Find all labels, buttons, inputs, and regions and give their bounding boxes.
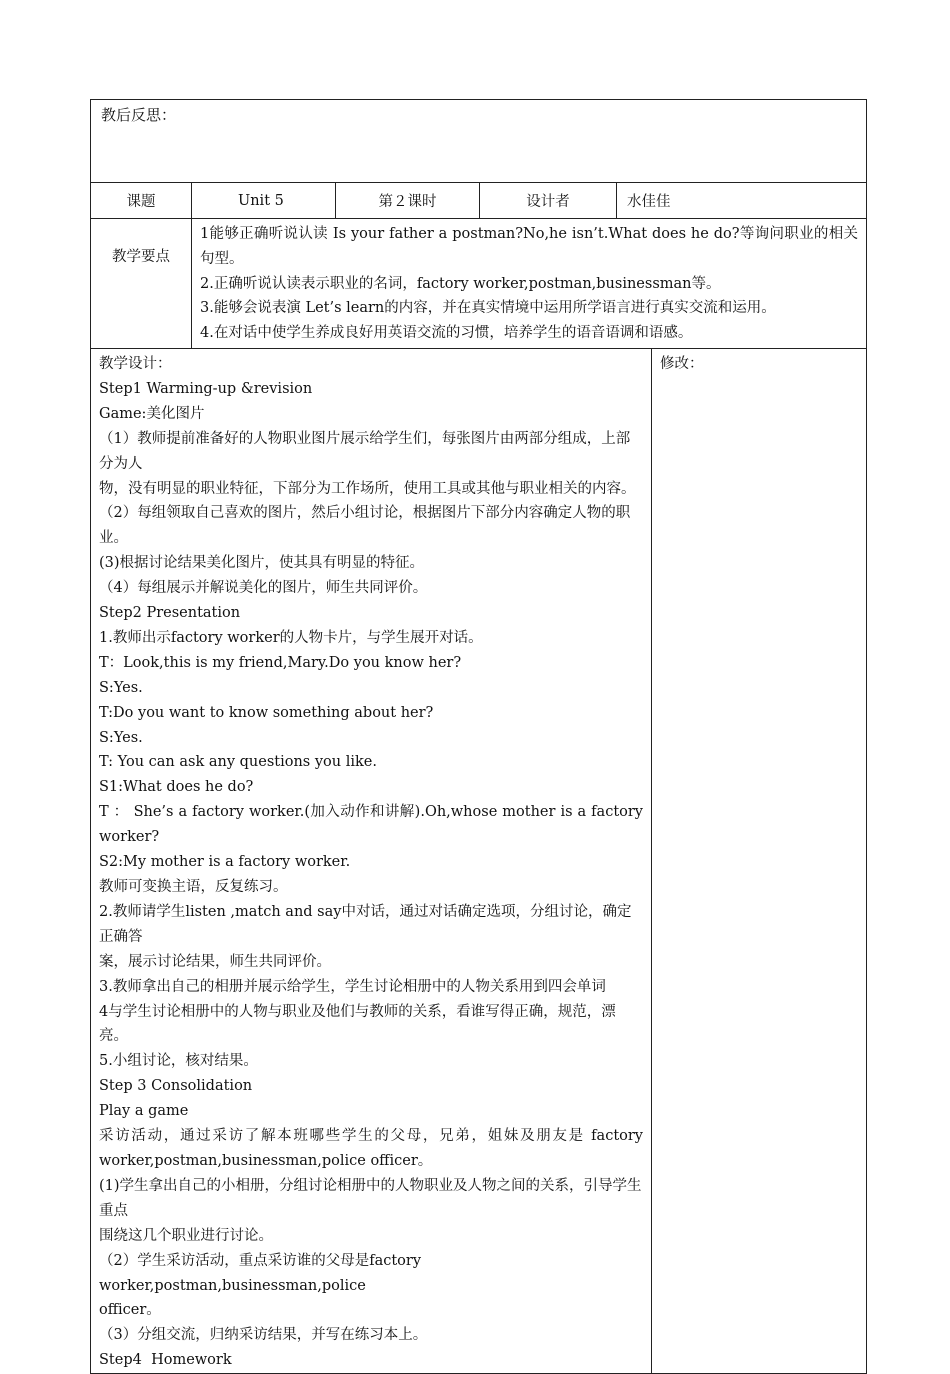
designer-name: 水佳佳: [617, 183, 867, 219]
design-line: 4与学生讨论相册中的人物与职业及他们与教师的关系，看谁写得正确，规范，漂亮。: [99, 1003, 616, 1045]
goals-content: [192, 219, 867, 349]
design-line: 3.教师拿出自己的相册并展示给学生，学生讨论相册中的人物关系用到四会单词: [99, 978, 606, 995]
design-line: Step2 Presentation: [99, 605, 241, 622]
design-line: 物，没有明显的职业特征，下部分为工作场所，使用工具或其他与职业相关的内容。: [99, 480, 636, 497]
design-label: 教学设计：: [99, 355, 172, 372]
design-row: [91, 348, 867, 1373]
design-line: S1:What does he do?: [99, 779, 254, 796]
modify-label: 修改：: [660, 355, 704, 372]
design-line: T ： She’s a factory worker.(加入动作和讲解).Oh,whose mother is a factory: [99, 804, 643, 821]
lesson-number: 第２课时: [336, 183, 480, 219]
design-line: 案，展示讨论结果，师生共同评价。: [99, 953, 331, 970]
design-line: 1.教师出示factory worker的人物卡片，与学生展开对话。: [99, 629, 483, 646]
topic-value: Unit 5: [192, 183, 336, 219]
goals-row: [91, 219, 867, 349]
design-line: T：Look,this is my friend,Mary.Do you know her?: [99, 654, 462, 671]
topic-label: 课题: [91, 183, 192, 219]
design-line: Game:美化图片: [99, 405, 205, 422]
design-line: T: You can ask any questions you like.: [99, 754, 377, 771]
design-line: (3)根据讨论结果美化图片，使其具有明显的特征。: [99, 555, 425, 572]
reflection-cell: [91, 100, 867, 183]
design-line: 教师可变换主语，反复练习。: [99, 879, 288, 896]
goal-item-4: 4.在对话中使学生养成良好用英语交流的习惯，培养学生的语音语调和语感。: [200, 325, 693, 342]
goal-item-1: 1能够正确听说认读 Is your father a postman?No,he isn’t.What does he do?等询问职业的相关句型。: [200, 226, 859, 267]
design-line: （2）学生采访活动，重点采访谁的父母是factory worker,postman,businessman,police: [99, 1252, 426, 1294]
design-line: S:Yes.: [99, 729, 143, 746]
lesson-plan-table: [90, 99, 866, 1374]
modify-column: [652, 348, 867, 1373]
design-line: 围绕这几个职业进行讨论。: [99, 1227, 273, 1244]
design-line: worker?: [99, 829, 160, 846]
design-line: Step1 Warming-up &revision: [99, 380, 313, 397]
design-content: [91, 348, 652, 1373]
design-line: （4）每组展示并解说美化的图片，师生共同评价。: [99, 580, 428, 597]
design-line: (1)学生拿出自己的小相册，分组讨论相册中的人物职业及人物之间的关系，引导学生重点: [99, 1177, 642, 1219]
designer-label: 设计者: [480, 183, 617, 219]
design-line: （3）分组交流，归纳采访结果，并写在练习本上。: [99, 1327, 428, 1344]
design-line: （1）教师提前准备好的人物职业图片展示给学生们，每张图片由两部分组成，上部分为人: [99, 430, 631, 472]
design-line: S2:My mother is a factory worker.: [99, 854, 351, 871]
design-line: 2.教师请学生listen ,match and say中对话，通过对话确定选项，分组讨论，确定正确答: [99, 903, 632, 945]
goal-item-3: 3.能够会说表演 Let’s learn的内容，并在真实情境中运用所学语言进行真实交流和运用。: [200, 300, 776, 317]
header-row: [91, 183, 867, 219]
reflection-label: 教后反思：: [101, 106, 177, 124]
design-line: worker,postman,businessman,police officer。: [99, 1152, 433, 1169]
design-line: T:Do you want to know something about her?: [99, 704, 434, 721]
design-line: Play a game: [99, 1103, 189, 1120]
design-line: 采访活动，通过采访了解本班哪些学生的父母，兄弟，姐妹及朋友是 factory: [99, 1128, 643, 1145]
design-line: officer。: [99, 1302, 161, 1319]
design-line: Step 3 Consolidation: [99, 1078, 253, 1095]
goals-label: 教学要点: [91, 219, 192, 349]
design-line: （2）每组领取自己喜欢的图片，然后小组讨论，根据图片下部分内容确定人物的职业。: [99, 505, 631, 547]
design-line: 5.小组讨论，核对结果。: [99, 1053, 258, 1070]
goal-item-2: 2.正确听说认读表示职业的名词，factory worker,postman,businessman等。: [200, 275, 721, 292]
design-line: S:Yes.: [99, 679, 143, 696]
design-line: Step4 Homework: [99, 1352, 232, 1369]
